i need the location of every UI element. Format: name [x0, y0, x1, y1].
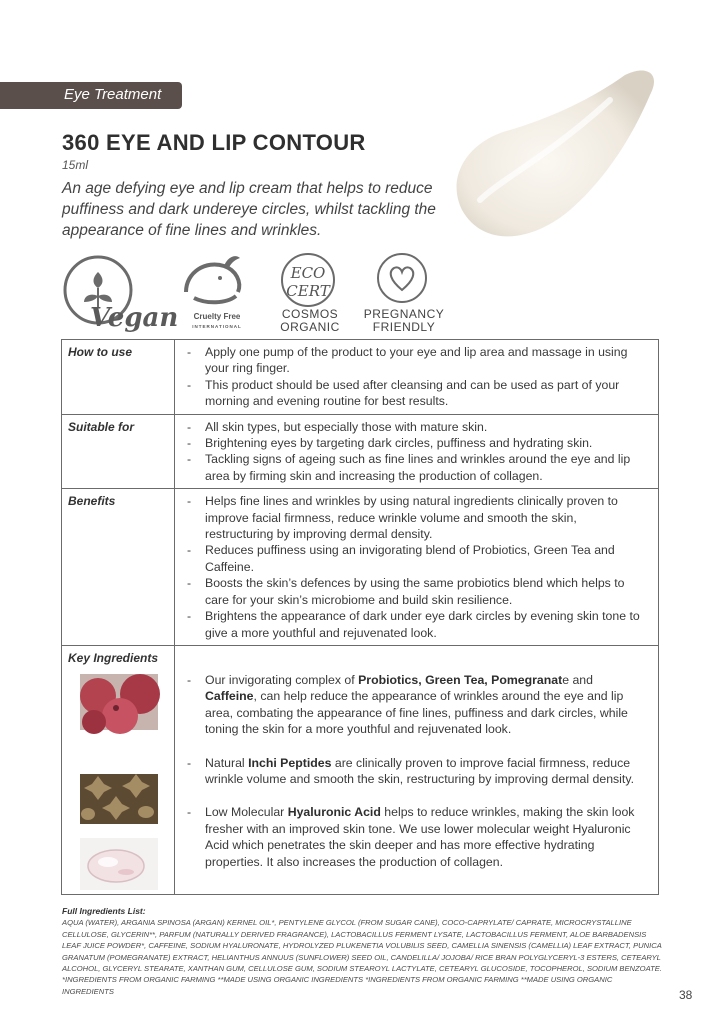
row-key-ingredients [62, 645, 659, 894]
key-ingredient-probiotics: - Our invigorating complex of Probiotics, Green Tea, Pomegranate and Caffeine, can help reduce the appearance of wrinkles around the eye and lip area, combating the appearance of fine lines, puffiness and dark circles, while toning the skin for a more youthful and rejuvenated look. [183, 672, 646, 738]
list-item: - This product should be used after cleansing and can be used as part of your morning and evening routine for best results. [183, 377, 646, 410]
page-number: 38 [679, 988, 693, 1002]
product-title: 360 EYE AND LIP CONTOUR [62, 130, 366, 155]
benefits-list [183, 493, 646, 641]
list-item: - All skin types, but especially those with mature skin. [183, 419, 646, 435]
list-item: - Reduces puffiness using an invigorating blend of Probiotics, Green Tea and Caffeine. [183, 542, 646, 575]
row-benefits [62, 489, 659, 646]
vegan-text: Vegan [90, 303, 179, 333]
ecocert-logo-icon [268, 252, 348, 308]
list-item: - Apply one pump of the product to your eye and lip area and massage in using your ring finger. [183, 344, 646, 377]
row-suitable-for [62, 414, 659, 489]
inchi-seeds-image [80, 774, 158, 824]
list-item: - Boosts the skin’s defences by using the same probiotics blend which helps to care for your skin’s microbiome and build skin resilience. [183, 575, 646, 608]
section-banner [0, 82, 182, 109]
product-info-table [61, 339, 659, 895]
key-ingredient-inchi: - Natural Inchi Peptides are clinically proven to improve facial firmness, reduce wrinkle volume and smooth the skin, restructuring by improving dermal density. [183, 755, 646, 788]
how-to-use-list [183, 344, 646, 410]
pomegranate-image [80, 674, 158, 730]
pregnancy-badge [360, 252, 448, 334]
list-item: - Brightening eyes by targeting dark circles, puffiness and hydrating skin. [183, 435, 646, 451]
ecocert-top-text: ECO [290, 264, 326, 282]
key-ingredients-label: Key Ingredients [68, 650, 159, 665]
vegan-badge [60, 252, 179, 334]
suitable-for-list [183, 419, 646, 485]
product-size: 15ml [62, 158, 89, 172]
heart-circle-icon [360, 252, 444, 308]
list-item: - Tackling signs of ageing such as fine lines and wrinkles around the eye and lip area by firming skin and increasing the production of collagen. [183, 451, 646, 484]
pregnancy-line2: FRIENDLY [372, 320, 436, 334]
vegan-logo-icon [60, 252, 179, 334]
full-ingredients-heading: Full Ingredients List: [62, 906, 146, 916]
hyaluronic-drop-image [80, 838, 158, 890]
cosmos-line2: ORGANIC [280, 320, 340, 334]
full-ingredients [62, 906, 662, 997]
pregnancy-line1: PREGNANCY [363, 307, 445, 321]
cruelty-free-sub: INTERNATIONAL [192, 324, 242, 329]
cosmos-line1: COSMOS [281, 307, 339, 321]
cream-swatch-image [440, 60, 670, 260]
section-label: Eye Treatment [64, 86, 162, 103]
benefits-label: Benefits [62, 489, 175, 646]
ecocert-badge [268, 252, 352, 334]
row-how-to-use [62, 340, 659, 415]
ecocert-bottom-text: CERT [286, 282, 330, 300]
how-to-use-label: How to use [62, 340, 175, 415]
product-tagline: An age defying eye and lip cream that helps to reduce puffiness and dark undereye circles, whilst tackling the appearance of fine lines and wrinkles. [62, 180, 436, 239]
key-ingredient-hyaluronic: - Low Molecular Hyaluronic Acid helps to reduce wrinkles, making the skin look fresher with an improved skin tone. We use lower molecular weight Hyaluronic Acid which penetrates the skin deeper and has more effective hydrating properties. It also increases the production of collagen. [183, 804, 646, 870]
leaping-bunny-icon [176, 252, 256, 312]
full-ingredients-text: AQUA (WATER), ARGANIA SPINOSA (ARGAN) KERNEL OIL*, PENTYLENE GLYCOL (FROM SUGAR CANE), COCO-CAPRYLATE/ CAPRATE, MICROCRYSTALLINE CELLULOSE, GLYCERIN**, PARFUM (NATURALLY DERIVED FRAGRANCE), LACTOBACILLUS FERMENT LYSATE, LACTOBACILLUS FERMENT, ALOE BARBADENSIS LEAF JUICE POWDER*, CAFFEINE, SODIUM HYALURONATE, HYDROLYZED PLUKENETIA VOLUBILIS SEED, CAMELLIA SINENSIS (CAMELLIA) LEAF EXTRACT, PUNICA GRANATUM (POMEGRANATE) EXTRACT, HELIANTHUS ANNUUS (SUNFLOWER) SEED OIL, CANDELILLA/ JOJOBA/ RICE BRAN POLYGLYCERYL-3 ESTERS, CETEARYL ALCOHOL, GLYCERYL STEARATE, XANTHAN GUM, CELLULOSE GUM, SODIUM STEAROYL LACTYLATE, CETEARYL GLUCOSIDE, TOCOPHEROL, SODIUM BENZOATE. *INGREDIENTS FROM ORGANIC FARMING **MADE USING ORGANIC INGREDIENTS *INGREDIENTS FROM ORGANIC FARMING **MADE USING ORGANIC INGREDIENTS [62, 918, 662, 996]
list-item: - Helps fine lines and wrinkles by using natural ingredients clinically proven to improve facial firmness, reduce wrinkle volume and smooth the skin, restructuring by improving dermal density. [183, 493, 646, 542]
list-item: - Brightens the appearance of dark under eye dark circles by evening skin tone to give a more youthful and rejuvenated look. [183, 608, 646, 641]
suitable-for-label: Suitable for [62, 414, 175, 489]
cruelty-free-badge [176, 252, 258, 332]
cruelty-free-label: Cruelty Free [193, 312, 241, 321]
